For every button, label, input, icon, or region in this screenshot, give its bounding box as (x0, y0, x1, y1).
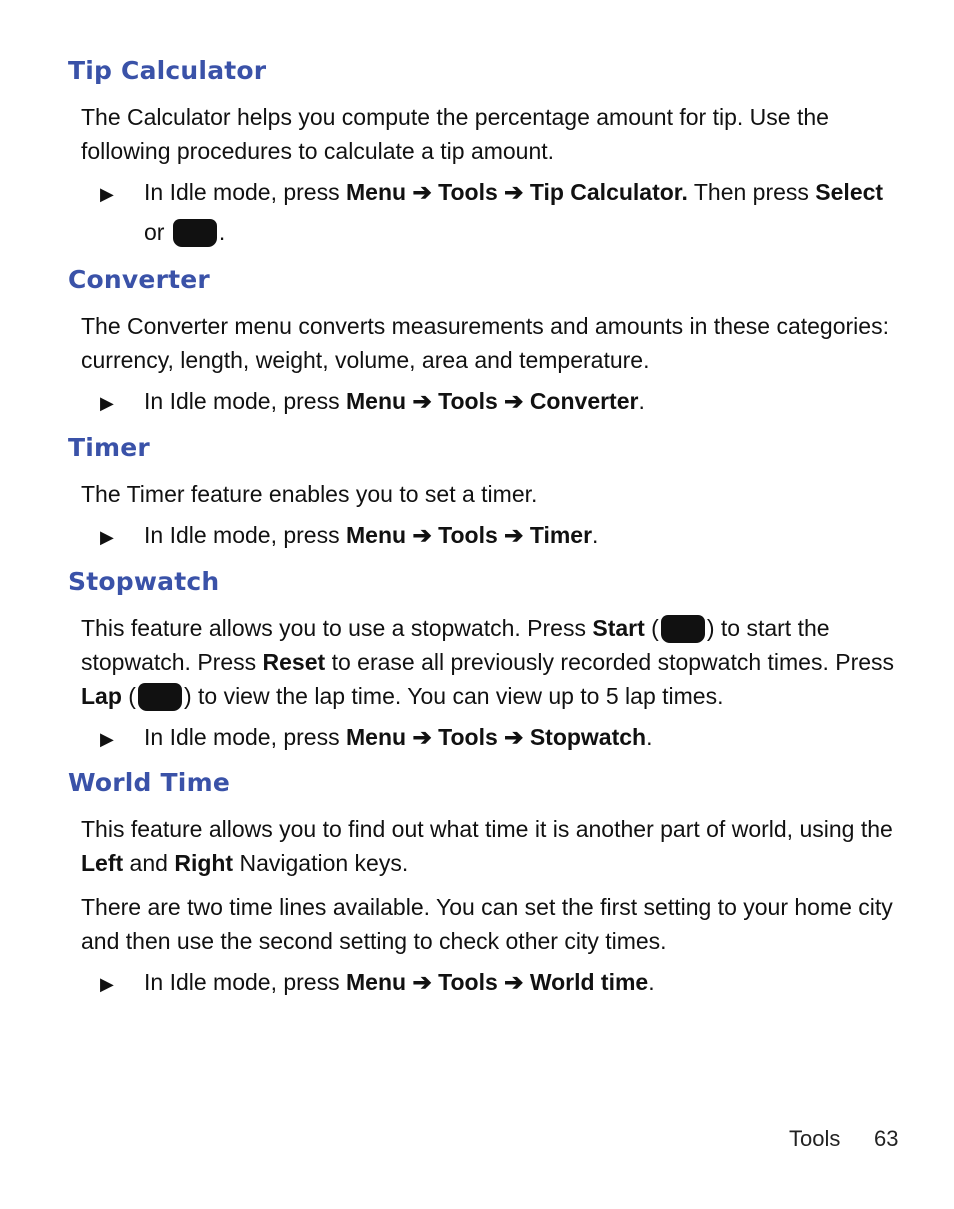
stopwatch-description: This feature allows you to use a stopwatch. Press Start ( ) to start the stopwatch. Press Reset to erase all previously recorded stopwatch times. Press Lap ( ) to view the lap time. You can view up to 5 lap times. (81, 615, 895, 709)
world-time-label: World time (529, 969, 649, 995)
converter-label: Converter (529, 388, 639, 414)
menu-label: Menu (346, 388, 407, 414)
tools-label: Tools (438, 388, 498, 414)
stopwatch-step: ▶ In Idle mode, press Menu ➔ Tools ➔ Stopwatch. (100, 717, 890, 757)
timer-label: Timer (529, 522, 593, 548)
stopwatch-label: Stopwatch (529, 724, 647, 750)
bullet-arrow-icon: ▶ (100, 729, 114, 749)
converter-step: ▶ In Idle mode, press Menu ➔ Tools ➔ Converter. (100, 381, 890, 421)
bullet-arrow-icon: ▶ (100, 393, 114, 413)
bullet-arrow-icon: ▶ (100, 184, 114, 204)
heading-timer: Timer (68, 433, 150, 462)
left-label: Left (81, 850, 124, 876)
soft-key-icon (138, 683, 182, 711)
soft-key-icon (173, 219, 217, 247)
world-time-step: ▶ In Idle mode, press Menu ➔ Tools ➔ World time. (100, 962, 890, 1002)
timer-description: The Timer feature enables you to set a timer. (81, 481, 538, 507)
soft-key-icon (661, 615, 705, 643)
converter-description: The Converter menu converts measurements and amounts in these categories: currency, length, weight, volume, area and temperature. (81, 313, 889, 373)
heading-tip-calculator: Tip Calculator (68, 56, 267, 85)
tip-calculator-step: ▶ In Idle mode, press Menu ➔ Tools ➔ Tip Calculator. Then press Select or . (100, 172, 890, 252)
menu-label: Menu (346, 522, 407, 548)
heading-stopwatch: Stopwatch (68, 567, 220, 596)
menu-label: Menu (346, 724, 407, 750)
menu-label: Menu (346, 969, 407, 995)
tools-label: Tools (438, 179, 498, 205)
right-label: Right (174, 850, 234, 876)
start-label: Start (592, 615, 645, 641)
tools-label: Tools (438, 724, 498, 750)
world-time-timelines: There are two time lines available. You can set the first setting to your home city and then use the second setting to check other city times. (81, 894, 893, 954)
tip-calculator-label: Tip Calculator. (529, 179, 688, 205)
reset-label: Reset (262, 649, 326, 675)
tip-calculator-description: The Calculator helps you compute the percentage amount for tip. Use the following procedures to calculate a tip amount. (81, 104, 829, 164)
timer-step: ▶ In Idle mode, press Menu ➔ Tools ➔ Timer. (100, 515, 890, 555)
footer-section-name: Tools (789, 1126, 841, 1151)
heading-world-time: World Time (68, 768, 230, 797)
bullet-arrow-icon: ▶ (100, 974, 114, 994)
select-label: Select (815, 179, 884, 205)
lap-label: Lap (81, 683, 122, 709)
page-number: 63 (874, 1126, 899, 1151)
tools-label: Tools (438, 522, 498, 548)
tools-label: Tools (438, 969, 498, 995)
menu-label: Menu (346, 179, 407, 205)
heading-converter: Converter (68, 265, 210, 294)
world-time-description: This feature allows you to find out what time it is another part of world, using the Left and Right Navigation keys. (81, 816, 893, 876)
bullet-arrow-icon: ▶ (100, 527, 114, 547)
